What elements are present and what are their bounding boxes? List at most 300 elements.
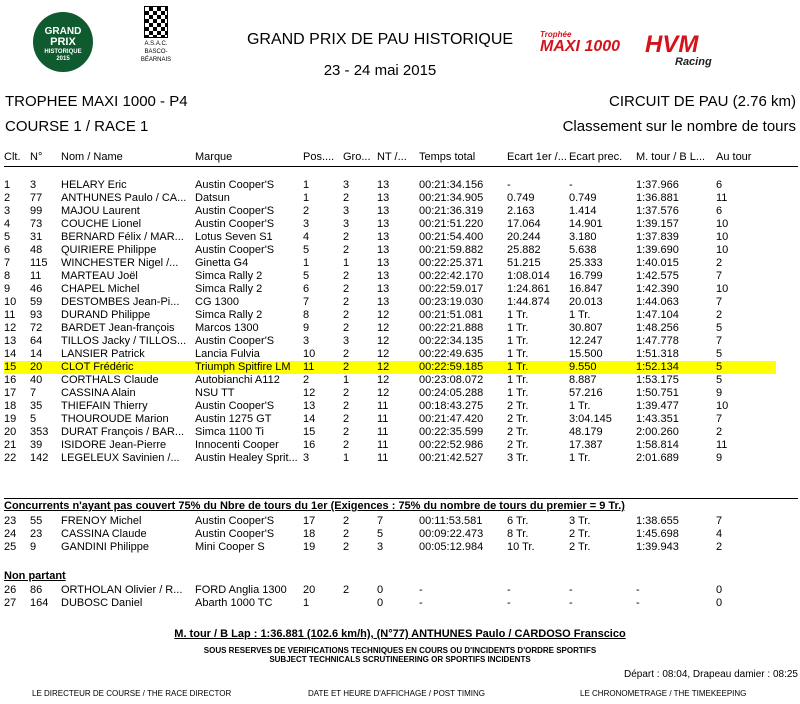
cell-gap-leader: 51.215: [507, 257, 541, 269]
cell-make: Simca Rally 2: [195, 283, 263, 295]
cell-on-lap: 9: [716, 387, 723, 399]
cell-gap-leader: 8 Tr.: [507, 528, 529, 540]
cell-pos: 22: [4, 452, 17, 464]
cell-on-lap: 10: [716, 218, 729, 230]
cell-best-lap: 2:00.260: [636, 426, 679, 438]
cell-make: FORD Anglia 1300: [195, 584, 287, 596]
cell-class-pos: 10: [303, 348, 316, 360]
cell-laps: 13: [377, 192, 390, 204]
cell-group: 1: [343, 374, 350, 386]
cell-class-pos: 5: [303, 270, 310, 282]
result-row: [4, 335, 776, 348]
cell-gap-leader: 1 Tr.: [507, 374, 529, 386]
cell-gap-leader: 1 Tr.: [507, 361, 569, 374]
result-row: [4, 218, 776, 231]
trophy-title: TROPHEE MAXI 1000 - P4: [5, 93, 188, 110]
cell-class-pos: 1: [303, 192, 310, 204]
cell-laps: 13: [377, 296, 390, 308]
cell-gap-prev: 9.550: [569, 361, 636, 374]
cell-on-lap: 10: [716, 231, 729, 243]
cell-gap-prev: 57.216: [569, 387, 603, 399]
cell-class-pos: 11: [303, 361, 343, 374]
column-header-number: N°: [30, 151, 43, 163]
cell-gap-leader: 1 Tr.: [507, 335, 529, 347]
cell-total-time: 00:21:36.319: [419, 205, 484, 217]
cell-best-lap: 1:39.477: [636, 400, 679, 412]
cell-make: Ginetta G4: [195, 257, 249, 269]
cell-group: 3: [343, 218, 350, 230]
cell-total-time: 00:21:34.156: [419, 179, 484, 191]
cell-gap-leader: 10 Tr.: [507, 541, 535, 553]
cell-group: 3: [343, 335, 350, 347]
header-divider: [4, 166, 798, 167]
cell-on-lap: 10: [716, 244, 729, 256]
cell-number: 7: [30, 387, 37, 399]
cell-gap-leader: -: [507, 597, 511, 609]
results-table: [4, 179, 776, 465]
cell-gap-prev: 14.901: [569, 218, 603, 230]
column-header-laps: NT /...: [377, 151, 407, 163]
column-header-total-time: Temps total: [419, 151, 476, 163]
cell-best-lap: 2:01.689: [636, 452, 679, 464]
cell-gap-prev: 12.247: [569, 335, 603, 347]
cell-total-time: 00:22:34.135: [419, 335, 484, 347]
cell-on-lap: 7: [716, 335, 723, 347]
cell-make: Autobianchi A112: [195, 374, 280, 386]
cell-best-lap: 1:48.256: [636, 322, 679, 334]
cell-on-lap: 2: [716, 541, 723, 553]
results-header: [4, 151, 776, 164]
cell-laps: 12: [377, 322, 390, 334]
cell-pos: 9: [4, 283, 11, 295]
cell-number: 86: [30, 584, 43, 596]
cell-name: DUBOSC Daniel: [61, 597, 143, 609]
result-row: [4, 361, 776, 374]
cell-gap-leader: 1:44.874: [507, 296, 550, 308]
cell-gap-leader: 20.244: [507, 231, 541, 243]
cell-laps: 11: [377, 400, 389, 412]
cell-make: Lancia Fulvia: [195, 348, 260, 360]
cell-class-pos: 1: [303, 597, 310, 609]
cell-total-time: 00:23:19.030: [419, 296, 484, 308]
cell-laps: 13: [377, 205, 390, 217]
cell-gap-prev: -: [569, 179, 573, 191]
cell-pos: 10: [4, 296, 17, 308]
cell-total-time: 00:22:59.017: [419, 283, 484, 295]
cell-make: Austin Cooper'S: [195, 205, 275, 217]
cell-gap-leader: 1:24.861: [507, 283, 550, 295]
cell-class-pos: 18: [303, 528, 316, 540]
cell-total-time: 00:21:51.081: [419, 309, 484, 321]
cell-pos: 6: [4, 244, 11, 256]
page-title: GRAND PRIX DE PAU HISTORIQUE: [246, 31, 514, 48]
cell-number: 46: [30, 283, 43, 295]
cell-on-lap: 7: [716, 413, 723, 425]
cell-gap-leader: -: [507, 179, 511, 191]
cell-best-lap: 1:42.390: [636, 283, 679, 295]
cell-make: Abarth 1000 TC: [195, 597, 273, 609]
cell-class-pos: 1: [303, 257, 310, 269]
cell-pos: 5: [4, 231, 11, 243]
result-row: [4, 231, 776, 244]
cell-number: 99: [30, 205, 43, 217]
column-header-name: Nom / Name: [61, 151, 123, 163]
section-divider: [4, 498, 798, 499]
cell-total-time: 00:21:59.882: [419, 244, 484, 256]
cell-class-pos: 17: [303, 515, 316, 527]
cell-class-pos: 8: [303, 309, 310, 321]
cell-total-time: 00:22:21.888: [419, 322, 484, 334]
cell-name: ISIDORE Jean-Pierre: [61, 439, 167, 451]
cell-pos: 25: [4, 541, 17, 553]
maxi-1000-logo: [540, 30, 630, 55]
result-row: [4, 257, 776, 270]
cell-total-time: 00:23:08.072: [419, 374, 484, 386]
cell-pos: 21: [4, 439, 17, 451]
result-row: [4, 205, 776, 218]
cell-make: Austin Cooper'S: [195, 218, 275, 230]
cell-laps: 0: [377, 597, 384, 609]
cell-make: Mini Cooper S: [195, 541, 265, 553]
cell-gap-prev: 3.180: [569, 231, 597, 243]
cell-number: 39: [30, 439, 43, 451]
cell-gap-prev: 30.807: [569, 322, 603, 334]
checkered-flag-icon: [144, 6, 168, 38]
cell-gap-prev: 15.500: [569, 348, 603, 360]
cell-number: 5: [30, 413, 37, 425]
cell-gap-prev: 16.799: [569, 270, 603, 282]
cell-laps: 12: [377, 374, 390, 386]
result-row: [4, 296, 776, 309]
cell-group: 2: [343, 387, 350, 399]
cell-gap-prev: 1 Tr.: [569, 400, 591, 412]
cell-best-lap: 1:37.966: [636, 179, 679, 191]
cell-best-lap: 1:37.576: [636, 205, 679, 217]
cell-name: GANDINI Philippe: [61, 541, 150, 553]
cell-make: Austin Cooper'S: [195, 528, 275, 540]
cell-laps: 11: [377, 439, 389, 451]
cell-pos: 17: [4, 387, 17, 399]
cell-pos: 19: [4, 413, 17, 425]
cell-gap-leader: 1 Tr.: [507, 348, 529, 360]
result-row: [4, 439, 776, 452]
cell-number: 115: [30, 257, 48, 269]
cell-group: 2: [343, 361, 377, 374]
cell-gap-prev: 2 Tr.: [569, 541, 591, 553]
cell-total-time: 00:05:12.984: [419, 541, 484, 553]
cell-group: 2: [343, 231, 350, 243]
cell-best-lap: 1:36.881: [636, 192, 679, 204]
cell-group: 3: [343, 179, 350, 191]
cell-total-time: -: [419, 597, 423, 609]
cell-pos: 15: [4, 361, 30, 374]
cell-name: HELARY Eric: [61, 179, 127, 191]
cell-number: 9: [30, 541, 37, 553]
cell-best-lap: 1:44.063: [636, 296, 679, 308]
cell-gap-prev: 25.333: [569, 257, 603, 269]
cell-make: Triumph Spitfire LM: [195, 361, 303, 374]
cell-on-lap: 7: [716, 296, 723, 308]
cell-total-time: 00:24:05.288: [419, 387, 484, 399]
cell-total-time: 00:11:53.581: [419, 515, 483, 527]
cell-on-lap: 10: [716, 283, 729, 295]
cell-make: Austin Cooper'S: [195, 400, 275, 412]
cell-make: Marcos 1300: [195, 322, 259, 334]
cell-make: Datsun: [195, 192, 230, 204]
cell-number: 64: [30, 335, 43, 347]
result-row: [4, 584, 776, 597]
not-classified-heading: Concurrents n'ayant pas couvert 75% du Nbre de tours du 1er (Exigences : 75% du nombre de tours du premier = 9 Tr.): [4, 500, 625, 512]
cell-class-pos: 5: [303, 244, 310, 256]
cell-laps: 0: [377, 584, 384, 596]
cell-laps: 12: [377, 387, 390, 399]
cell-name: DURAT François / BAR...: [61, 426, 185, 438]
cell-make: Simca Rally 2: [195, 309, 263, 321]
cell-pos: 1: [4, 179, 11, 191]
cell-group: 2: [343, 283, 350, 295]
cell-group: 2: [343, 348, 350, 360]
column-header-gap-prev: Ecart prec.: [569, 151, 623, 163]
cell-gap-prev: 8.887: [569, 374, 597, 386]
cell-best-lap: 1:39.690: [636, 244, 679, 256]
cell-laps: 3: [377, 541, 384, 553]
cell-group: 2: [343, 244, 350, 256]
column-header-class-pos: Pos....: [303, 151, 335, 163]
result-row: [4, 374, 776, 387]
cell-best-lap: -: [636, 597, 640, 609]
logo-line3: HISTORIQUE: [44, 49, 82, 55]
cell-laps: 13: [377, 283, 390, 295]
cell-best-lap: 1:38.655: [636, 515, 679, 527]
column-header-gap-leader: Ecart 1er /...: [507, 151, 567, 163]
cell-name: BERNARD Félix / MAR...: [61, 231, 184, 243]
cell-name: THOUROUDE Marion: [61, 413, 169, 425]
cell-group: 2: [343, 270, 350, 282]
cell-group: 2: [343, 413, 350, 425]
cell-name: THIEFAIN Thierry: [61, 400, 148, 412]
cell-number: 77: [30, 192, 43, 204]
cell-gap-leader: -: [507, 584, 511, 596]
cell-gap-prev: -: [569, 584, 573, 596]
cell-number: 3: [30, 179, 37, 191]
cell-pos: 8: [4, 270, 11, 282]
cell-total-time: 00:22:52.986: [419, 439, 484, 451]
cell-number: 59: [30, 296, 43, 308]
cell-on-lap: 4: [716, 528, 723, 540]
cell-total-time: 00:22:42.170: [419, 270, 484, 282]
cell-name: CLOT Frédéric: [61, 361, 195, 374]
column-header-make: Marque: [195, 151, 233, 163]
cell-make: Simca Rally 2: [195, 270, 263, 282]
cell-gap-leader: 2.163: [507, 205, 535, 217]
cell-laps: 7: [377, 515, 384, 527]
result-row: [4, 452, 776, 465]
cell-number: 353: [30, 426, 49, 438]
cell-laps: 12: [377, 361, 419, 374]
cell-on-lap: 5: [716, 322, 723, 334]
result-row: [4, 244, 776, 257]
cell-group: 3: [343, 205, 350, 217]
cell-total-time: 00:09:22.473: [419, 528, 484, 540]
column-header-best-lap: M. tour / B L...: [636, 151, 706, 163]
cell-class-pos: 7: [303, 296, 310, 308]
cell-on-lap: 0: [716, 584, 723, 596]
logo-year: 2015: [56, 56, 70, 62]
cell-gap-prev: 1 Tr.: [569, 452, 591, 464]
cell-pos: 11: [4, 309, 16, 321]
cell-group: 2: [343, 541, 350, 553]
cell-gap-prev: 17.387: [569, 439, 603, 451]
cell-laps: 13: [377, 179, 390, 191]
cell-number: 11: [30, 270, 42, 282]
cell-gap-leader: 17.064: [507, 218, 541, 230]
cell-gap-prev: 1 Tr.: [569, 309, 591, 321]
cell-class-pos: 15: [303, 426, 316, 438]
cell-best-lap: -: [636, 584, 640, 596]
cell-gap-leader: 25.882: [507, 244, 541, 256]
maxi-name: MAXI 1000: [540, 38, 621, 55]
hvm-racing-logo: [645, 31, 735, 68]
cell-best-lap: 1:43.351: [636, 413, 679, 425]
cell-pos: 20: [4, 426, 17, 438]
cell-class-pos: 4: [303, 231, 310, 243]
cell-group: 2: [343, 309, 350, 321]
cell-name: DESTOMBES Jean-Pi...: [61, 296, 180, 308]
cell-on-lap: 2: [716, 257, 723, 269]
cell-best-lap: 1:40.015: [636, 257, 679, 269]
cell-name: WINCHESTER Nigel /...: [61, 257, 179, 269]
cell-group: 2: [343, 296, 350, 308]
result-row: [4, 387, 776, 400]
disclaimer-en: SUBJECT TECHNICALS SCRUTINEERING OR SPORTIFS INCIDENTS: [269, 655, 531, 664]
cell-best-lap: 1:42.575: [636, 270, 679, 282]
cell-gap-leader: 0.749: [507, 192, 535, 204]
cell-gap-prev: -: [569, 597, 573, 609]
cell-number: 93: [30, 309, 43, 321]
grand-prix-logo: [33, 12, 93, 72]
signature-post-timing: DATE ET HEURE D'AFFICHAGE / POST TIMING: [308, 689, 485, 698]
result-row: [4, 179, 776, 192]
cell-class-pos: 13: [303, 400, 316, 412]
hvm-name: HVM: [645, 31, 699, 58]
cell-on-lap: 6: [716, 179, 723, 191]
cell-pos: 7: [4, 257, 11, 269]
cell-gap-prev: 20.013: [569, 296, 603, 308]
cell-class-pos: 19: [303, 541, 316, 553]
cell-number: 142: [30, 452, 49, 464]
cell-class-pos: 6: [303, 283, 310, 295]
cell-group: 2: [343, 426, 350, 438]
cell-total-time: 00:22:49.635: [419, 348, 484, 360]
cell-name: BARDET Jean-françois: [61, 322, 175, 334]
result-row: [4, 192, 776, 205]
cell-on-lap: 5: [716, 348, 723, 360]
cell-gap-leader: 6 Tr.: [507, 515, 529, 527]
cell-total-time: 00:21:34.905: [419, 192, 484, 204]
cell-on-lap: 7: [716, 515, 723, 527]
cell-on-lap: 11: [716, 439, 728, 451]
cell-total-time: 00:21:54.400: [419, 231, 484, 243]
cell-group: 2: [343, 400, 350, 412]
cell-gap-prev: 2 Tr.: [569, 528, 591, 540]
cell-make: Innocenti Cooper: [195, 439, 279, 451]
asac-line2: BASCO-BÉARNAIS: [140, 49, 172, 63]
start-finish-times: Départ : 08:04, Drapeau damier : 08:25: [624, 669, 798, 680]
cell-gap-prev: 16.847: [569, 283, 603, 295]
cell-gap-leader: 1:08.014: [507, 270, 550, 282]
cell-make: NSU TT: [195, 387, 235, 399]
cell-pos: 26: [4, 584, 17, 596]
cell-gap-prev: 1.414: [569, 205, 597, 217]
cell-name: ORTHOLAN Olivier / R...: [61, 584, 183, 596]
cell-pos: 18: [4, 400, 17, 412]
cell-gap-prev: 3:04.145: [569, 413, 612, 425]
cell-gap-leader: 2 Tr.: [507, 413, 529, 425]
cell-laps: 13: [377, 218, 390, 230]
cell-class-pos: 3: [303, 452, 310, 464]
cell-name: COUCHE Lionel: [61, 218, 142, 230]
cell-pos: 24: [4, 528, 17, 540]
cell-gap-leader: 2 Tr.: [507, 426, 529, 438]
cell-total-time: 00:21:51.220: [419, 218, 484, 230]
cell-gap-prev: 3 Tr.: [569, 515, 591, 527]
cell-class-pos: 9: [303, 322, 310, 334]
result-row: [4, 322, 776, 335]
cell-best-lap: 1:51.318: [636, 348, 679, 360]
cell-make: Lotus Seven S1: [195, 231, 273, 243]
cell-total-time: 00:21:42.527: [419, 452, 484, 464]
cell-best-lap: 1:52.134: [636, 361, 716, 374]
cell-gap-leader: 1 Tr.: [507, 309, 529, 321]
cell-number: 164: [30, 597, 49, 609]
cell-laps: 13: [377, 231, 390, 243]
result-row: [4, 515, 776, 528]
result-row: [4, 400, 776, 413]
cell-number: 73: [30, 218, 43, 230]
cell-class-pos: 3: [303, 218, 310, 230]
logo-line1: GRAND: [44, 26, 82, 37]
cell-total-time: 00:22:35.599: [419, 426, 484, 438]
cell-class-pos: 12: [303, 387, 316, 399]
cell-class-pos: 1: [303, 179, 310, 191]
signature-race-director: LE DIRECTEUR DE COURSE / THE RACE DIRECTOR: [32, 689, 232, 698]
cell-name: LEGELEUX Savinien /...: [61, 452, 180, 464]
cell-laps: 11: [377, 452, 389, 464]
cell-class-pos: 2: [303, 205, 310, 217]
non-starter-heading: Non partant: [4, 570, 66, 582]
cell-pos: 13: [4, 335, 17, 347]
cell-name: CORTHALS Claude: [61, 374, 159, 386]
cell-on-lap: 10: [716, 400, 729, 412]
cell-total-time: 00:22:59.185: [419, 361, 507, 374]
signature-timekeeping: LE CHRONOMETRAGE / THE TIMEKEEPING: [580, 689, 747, 698]
maxi-trophee: Trophée: [540, 30, 572, 39]
cell-group: [343, 597, 377, 610]
cell-make: Austin Cooper'S: [195, 515, 275, 527]
result-row: [4, 528, 776, 541]
asac-logo: [133, 6, 179, 64]
cell-class-pos: 14: [303, 413, 316, 425]
cell-name: QUIRIERE Philippe: [61, 244, 157, 256]
column-header-on-lap: Au tour: [716, 151, 752, 163]
cell-best-lap: 1:45.698: [636, 528, 679, 540]
cell-laps: 12: [377, 335, 390, 347]
cell-pos: 23: [4, 515, 17, 527]
cell-laps: 12: [377, 309, 390, 321]
result-row: [4, 541, 776, 554]
cell-on-lap: 0: [716, 597, 723, 609]
result-row: [4, 348, 776, 361]
